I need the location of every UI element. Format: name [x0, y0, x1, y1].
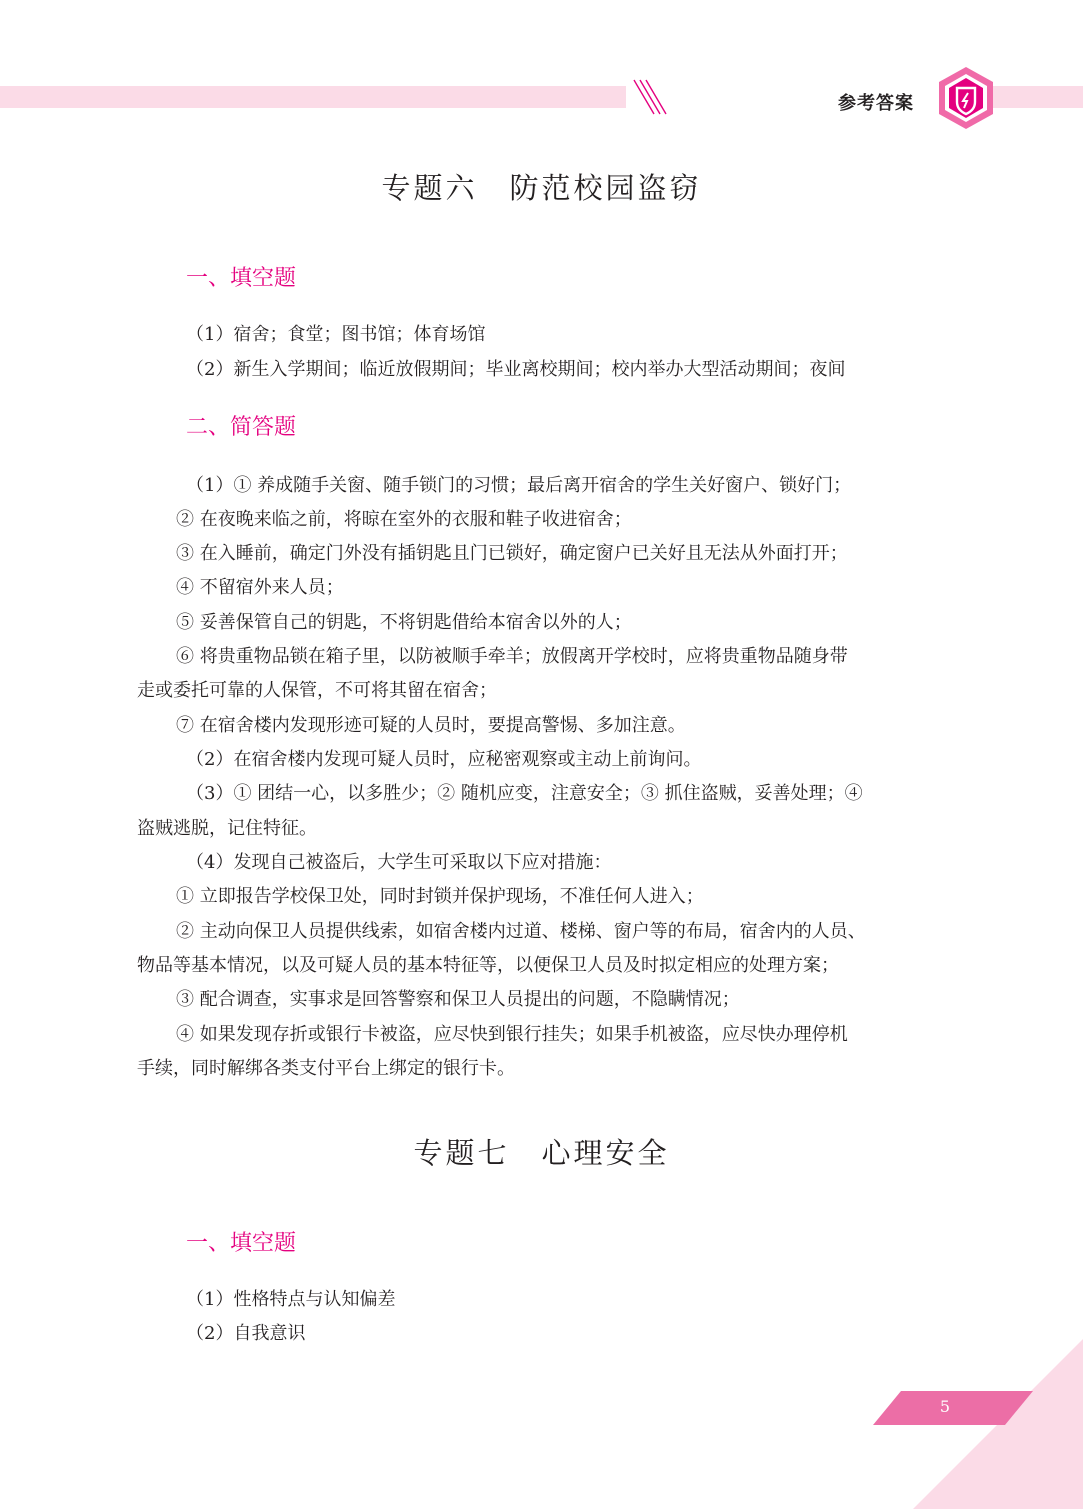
answer-line: （3）① 团结一心，以多胜少；② 随机应变，注意安全；③ 抓住盗贼，妥善处理；④	[186, 783, 863, 804]
answer-line: ③ 在入睡前，确定门外没有插钥匙且门已锁好，确定窗户已关好且无法从外面打开；	[176, 543, 848, 564]
answer-line: ③ 配合调查，实事求是回答警察和保卫人员提出的问题，不隐瞒情况；	[176, 989, 740, 1010]
answer-line: ⑤ 妥善保管自己的钥匙，不将钥匙借给本宿舍以外的人；	[176, 612, 632, 633]
answer-line: ⑥ 将贵重物品锁在箱子里，以防被顺手牵羊；放假离开学校时，应将贵重物品随身带	[176, 646, 848, 667]
header-band	[0, 86, 626, 108]
section-title: 专题七 心理安全	[413, 1136, 670, 1170]
fill-heading: 一、填空题	[186, 266, 297, 291]
answer-line: （4）发现自己被盗后，大学生可采取以下应对措施：	[186, 852, 612, 873]
short-answer-heading: 二、简答题	[186, 415, 297, 440]
fill-heading: 一、填空题	[186, 1231, 297, 1256]
answer-line: （1）性格特点与认知偏差	[186, 1289, 396, 1310]
answer-line: ② 主动向保卫人员提供线索，如宿舍楼内过道、楼梯、窗户等的布局，宿舍内的人员、	[176, 921, 866, 942]
header-band-right	[980, 86, 1083, 108]
answer-line: （1）① 养成随手关窗、随手锁门的习惯；最后离开宿舍的学生关好窗户、锁好门；	[186, 475, 852, 496]
answer-line: 走或委托可靠的人保管，不可将其留在宿舍；	[137, 680, 497, 701]
answer-line: （1）宿舍；食堂；图书馆；体育场馆	[186, 324, 486, 345]
shield-hexagon-icon	[937, 66, 995, 130]
header-slash-decoration	[626, 76, 670, 118]
page-number: 5	[939, 1397, 951, 1416]
answer-line: 手续，同时解绑各类支付平台上绑定的银行卡。	[137, 1058, 515, 1079]
answer-line: ① 立即报告学校保卫处，同时封锁并保护现场，不准任何人进入；	[176, 886, 704, 907]
answer-line: ④ 如果发现存折或银行卡被盗，应尽快到银行挂失；如果手机被盗，应尽快办理停机	[176, 1024, 848, 1045]
answer-line: ⑦ 在宿舍楼内发现形迹可疑的人员时，要提高警惕、多加注意。	[176, 715, 686, 736]
section-title: 专题六 防范校园盗窃	[381, 171, 702, 205]
answer-line: 盗贼逃脱，记住特征。	[137, 818, 317, 839]
header-label: 参考答案	[838, 93, 914, 114]
answer-line: ④ 不留宿外来人员；	[176, 577, 344, 598]
answer-line: （2）新生入学期间；临近放假期间；毕业离校期间；校内举办大型活动期间；夜间	[186, 359, 846, 380]
answer-line: 物品等基本情况，以及可疑人员的基本特征等，以便保卫人员及时拟定相应的处理方案；	[137, 955, 839, 976]
answer-line: ② 在夜晚来临之前，将晾在室外的衣服和鞋子收进宿舍；	[176, 509, 632, 530]
answer-line: （2）自我意识	[186, 1323, 306, 1344]
answer-line: （2）在宿舍楼内发现可疑人员时，应秘密观察或主动上前询问。	[186, 749, 702, 770]
